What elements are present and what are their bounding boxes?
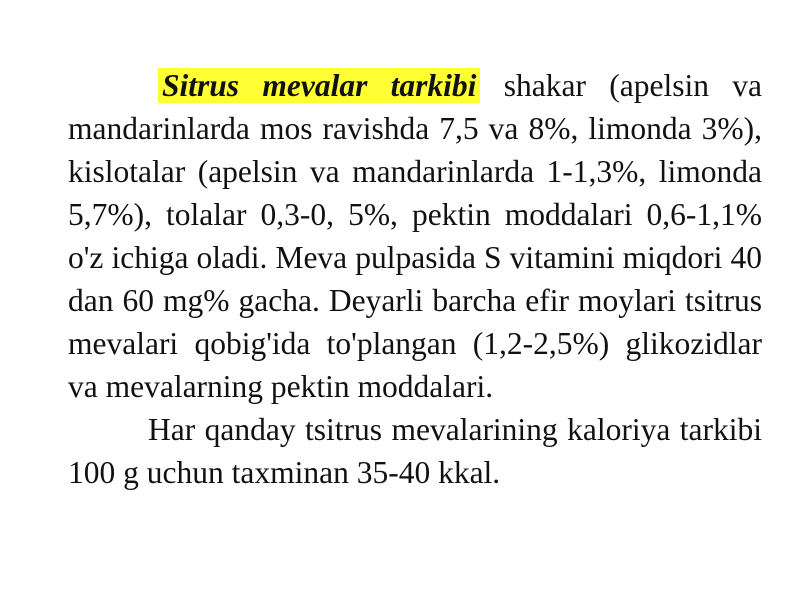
highlighted-heading: Sitrus mevalar tarkibi: [158, 68, 480, 103]
paragraph-composition-text: shakar (apelsin va mandarinlarda mos ravishda 7,5 va 8%, limonda 3%), kislotalar (apelsin va mandarinlarda 1-1,3%, limonda 5,7%), tolalar 0,3-0, 5%, pektin moddalari 0,6-1,1% o'z ichiga oladi. Meva pulpasida S vitamini miqdori 40 dan 60 mg% gacha. Deyarli barcha efir moylari tsitrus mevalari qobig'ida to'plangan (1,2-2,5%) glikozidlar va mevalarning pektin moddalari.: [68, 68, 763, 404]
paragraph-composition: [68, 64, 762, 408]
paragraph-calories: Har qanday tsitrus mevalarining kaloriya tarkibi 100 g uchun taxminan 35-40 kkal.: [68, 412, 762, 490]
document-body: [68, 64, 762, 494]
